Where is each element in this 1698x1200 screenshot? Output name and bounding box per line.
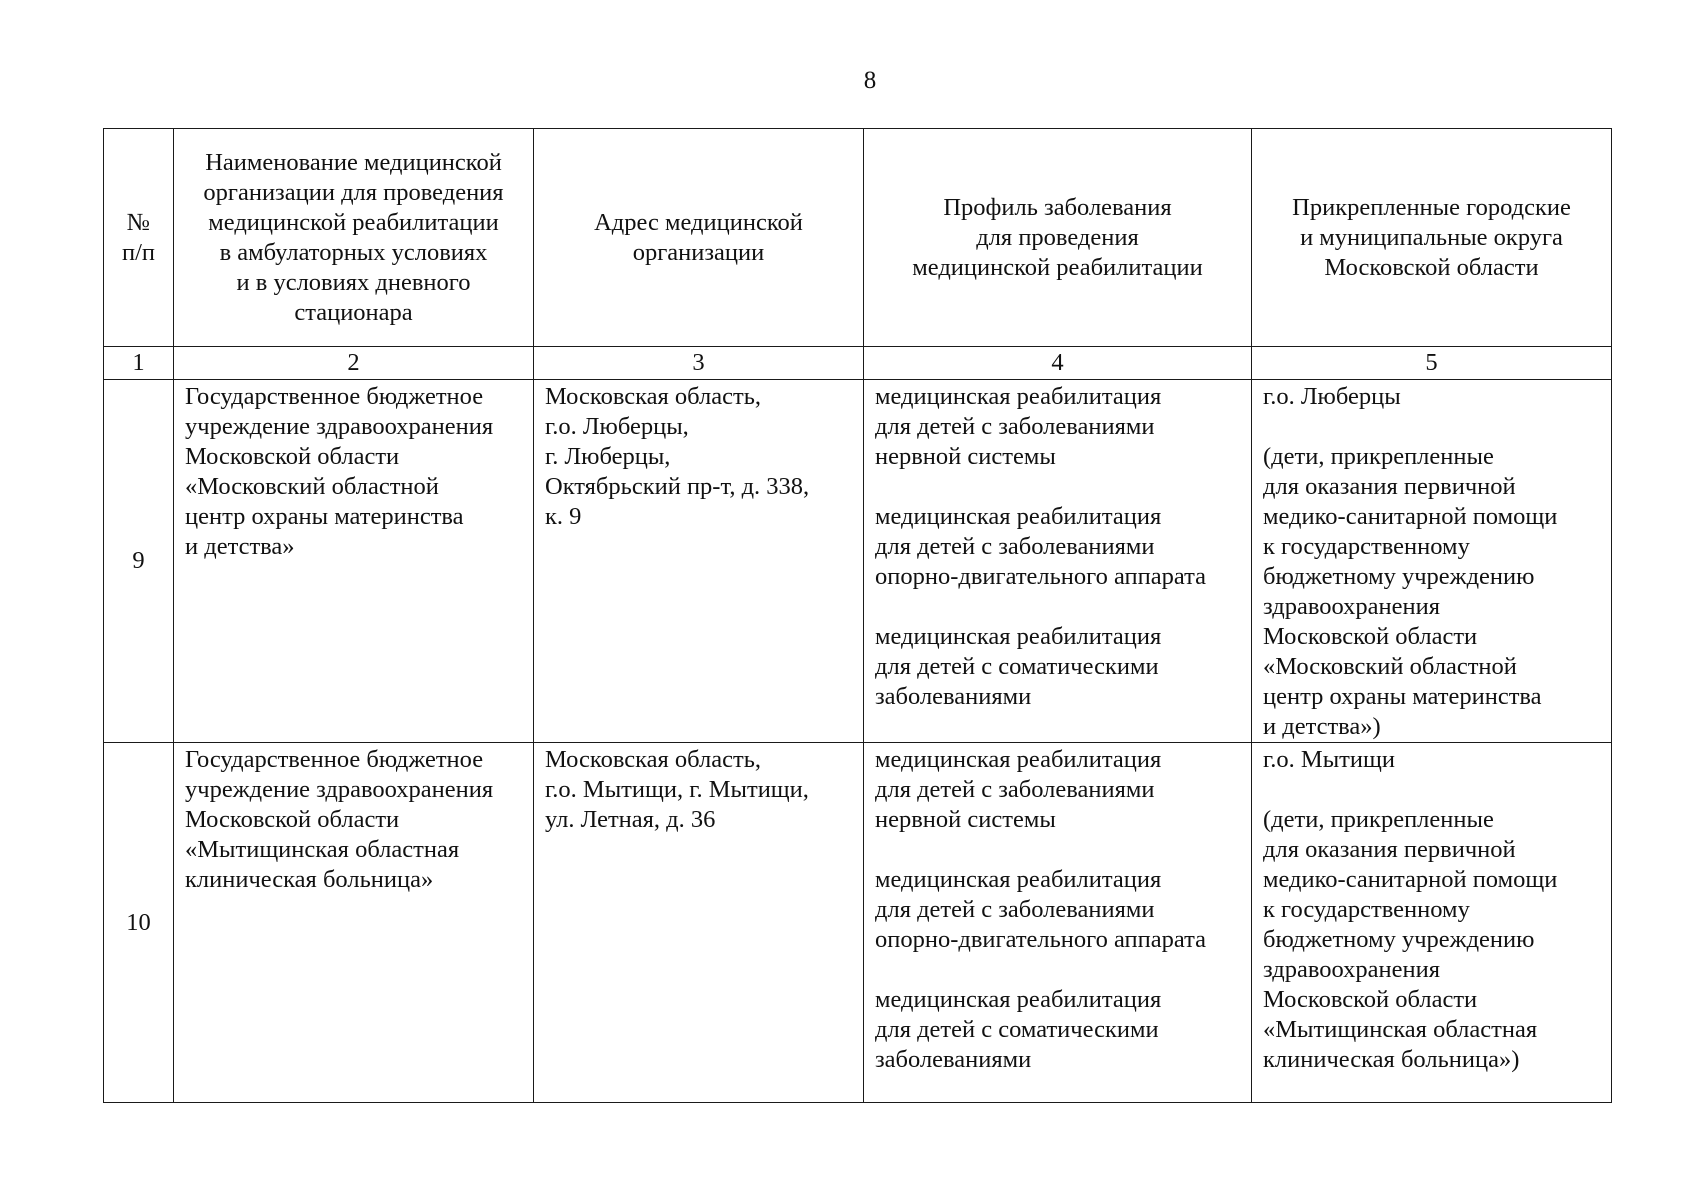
cell-text-line: медицинская реабилитация bbox=[875, 623, 1162, 650]
cell-text-line: заболеваниями bbox=[875, 683, 1032, 710]
cell-text-line: Московской области bbox=[1263, 986, 1478, 1013]
header-text-line: п/п bbox=[121, 238, 156, 266]
header-address bbox=[534, 129, 864, 347]
cell-text-line: учреждение здравоохранения bbox=[185, 776, 494, 803]
profile-cell bbox=[864, 380, 1252, 743]
cell-text-line: к государственному bbox=[1263, 533, 1470, 560]
cell-text-line: г.о. Мытищи, г. Мытищи, bbox=[545, 776, 809, 803]
cell-text-line: и детства») bbox=[1263, 713, 1381, 740]
header-text-line: Адрес медицинской bbox=[594, 208, 803, 236]
rehabilitation-table bbox=[103, 128, 1612, 1103]
org-name-cell bbox=[174, 380, 534, 743]
header-org-name bbox=[174, 129, 534, 347]
district-name: г.о. Мытищи bbox=[1263, 746, 1395, 773]
cell-text-line: Московской области bbox=[185, 443, 400, 470]
cell-text-line: Октябрьский пр-т, д. 338, bbox=[545, 473, 810, 500]
header-text-line: организации для проведения bbox=[203, 178, 504, 206]
cell-text-line: центр охраны материнства bbox=[185, 503, 464, 530]
cell-text-line: к. 9 bbox=[545, 503, 582, 530]
cell-text-line: опорно-двигательного аппарата bbox=[875, 926, 1206, 953]
cell-text-line: (дети, прикрепленные bbox=[1263, 806, 1494, 833]
cell-text-line: нервной системы bbox=[875, 806, 1056, 833]
header-text-line: организации bbox=[632, 238, 765, 266]
cell-text-line: медицинская реабилитация bbox=[875, 383, 1162, 410]
cell-text-line: опорно-двигательного аппарата bbox=[875, 563, 1206, 590]
header-text-line: Московской области bbox=[1324, 253, 1539, 281]
header-districts bbox=[1252, 129, 1612, 347]
row-number: 10 bbox=[104, 743, 174, 1103]
districts-cell bbox=[1252, 743, 1612, 1103]
cell-text-line: для детей с соматическими bbox=[875, 1016, 1159, 1043]
cell-text-line: Государственное бюджетное bbox=[185, 383, 484, 410]
cell-text-line: г. Люберцы, bbox=[545, 443, 671, 470]
column-index-row bbox=[104, 347, 1612, 380]
cell-text-line: центр охраны материнства bbox=[1263, 683, 1542, 710]
column-index: 5 bbox=[1252, 347, 1612, 380]
cell-text-line: «Московский областной bbox=[1263, 653, 1517, 680]
cell-text-line: для оказания первичной bbox=[1263, 836, 1516, 863]
paragraph-gap bbox=[1263, 775, 1603, 805]
cell-text-line: для детей с заболеваниями bbox=[875, 896, 1155, 923]
row-number: 9 bbox=[104, 380, 174, 743]
cell-text-line: для детей с заболеваниями bbox=[875, 533, 1155, 560]
cell-text-line: «Мытищинская областная bbox=[1263, 1016, 1538, 1043]
cell-text-line: медицинская реабилитация bbox=[875, 986, 1162, 1013]
paragraph-gap bbox=[1263, 412, 1603, 442]
district-name: г.о. Люберцы bbox=[1263, 383, 1401, 410]
header-text-line: в амбулаторных условиях bbox=[219, 238, 488, 266]
header-profile bbox=[864, 129, 1252, 347]
cell-text-line: для детей с заболеваниями bbox=[875, 413, 1155, 440]
cell-text-line: здравоохранения bbox=[1263, 956, 1440, 983]
cell-text-line: г.о. Люберцы, bbox=[545, 413, 689, 440]
cell-text-line: для оказания первичной bbox=[1263, 473, 1516, 500]
cell-text-line: здравоохранения bbox=[1263, 593, 1440, 620]
table-row bbox=[104, 380, 1612, 743]
paragraph-gap bbox=[875, 835, 1243, 865]
cell-text-line: клиническая больница») bbox=[1263, 1046, 1520, 1073]
header-text-line: медицинской реабилитации bbox=[912, 253, 1203, 281]
header-text-line: медицинской реабилитации bbox=[208, 208, 499, 236]
cell-text-line: и детства» bbox=[185, 533, 295, 560]
cell-text-line: Московская область, bbox=[545, 383, 762, 410]
address-cell bbox=[534, 743, 864, 1103]
profile-cell bbox=[864, 743, 1252, 1103]
cell-text-line: заболеваниями bbox=[875, 1046, 1032, 1073]
cell-text-line: медико-санитарной помощи bbox=[1263, 866, 1558, 893]
cell-text-line: «Мытищинская областная bbox=[185, 836, 460, 863]
header-text-line: № bbox=[126, 208, 151, 236]
cell-text-line: бюджетному учреждению bbox=[1263, 926, 1535, 953]
page-number: 8 bbox=[863, 67, 877, 94]
column-index: 2 bbox=[174, 347, 534, 380]
cell-text-line: к государственному bbox=[1263, 896, 1470, 923]
column-index: 1 bbox=[104, 347, 174, 380]
cell-text-line: «Московский областной bbox=[185, 473, 439, 500]
cell-text-line: Московская область, bbox=[545, 746, 762, 773]
cell-text-line: медико-санитарной помощи bbox=[1263, 503, 1558, 530]
cell-text-line: ул. Летная, д. 36 bbox=[545, 806, 716, 833]
paragraph-gap bbox=[875, 592, 1243, 622]
address-cell bbox=[534, 380, 864, 743]
header-text-line: стационара bbox=[294, 298, 413, 326]
paragraph-gap bbox=[875, 955, 1243, 985]
districts-cell bbox=[1252, 380, 1612, 743]
table-row bbox=[104, 743, 1612, 1103]
cell-text-line: бюджетному учреждению bbox=[1263, 563, 1535, 590]
cell-text-line: Московской области bbox=[1263, 623, 1478, 650]
cell-text-line: медицинская реабилитация bbox=[875, 746, 1162, 773]
cell-text-line: для детей с заболеваниями bbox=[875, 776, 1155, 803]
org-name-cell bbox=[174, 743, 534, 1103]
column-index: 4 bbox=[864, 347, 1252, 380]
cell-text-line: Московской области bbox=[185, 806, 400, 833]
header-text-line: и в условиях дневного bbox=[236, 268, 471, 296]
cell-text-line: для детей с соматическими bbox=[875, 653, 1159, 680]
table-header-row bbox=[104, 129, 1612, 347]
header-text-line: для проведения bbox=[976, 223, 1139, 251]
cell-text-line: нервной системы bbox=[875, 443, 1056, 470]
header-number bbox=[104, 129, 174, 347]
header-text-line: Прикрепленные городские bbox=[1292, 193, 1571, 221]
header-text-line: и муниципальные округа bbox=[1300, 223, 1563, 251]
cell-text-line: клиническая больница» bbox=[185, 866, 434, 893]
cell-text-line: Государственное бюджетное bbox=[185, 746, 484, 773]
cell-text-line: учреждение здравоохранения bbox=[185, 413, 494, 440]
paragraph-gap bbox=[875, 472, 1243, 502]
cell-text-line: медицинская реабилитация bbox=[875, 503, 1162, 530]
cell-text-line: медицинская реабилитация bbox=[875, 866, 1162, 893]
header-text-line: Профиль заболевания bbox=[943, 193, 1172, 221]
column-index: 3 bbox=[534, 347, 864, 380]
cell-text-line: (дети, прикрепленные bbox=[1263, 443, 1494, 470]
header-text-line: Наименование медицинской bbox=[205, 148, 502, 176]
